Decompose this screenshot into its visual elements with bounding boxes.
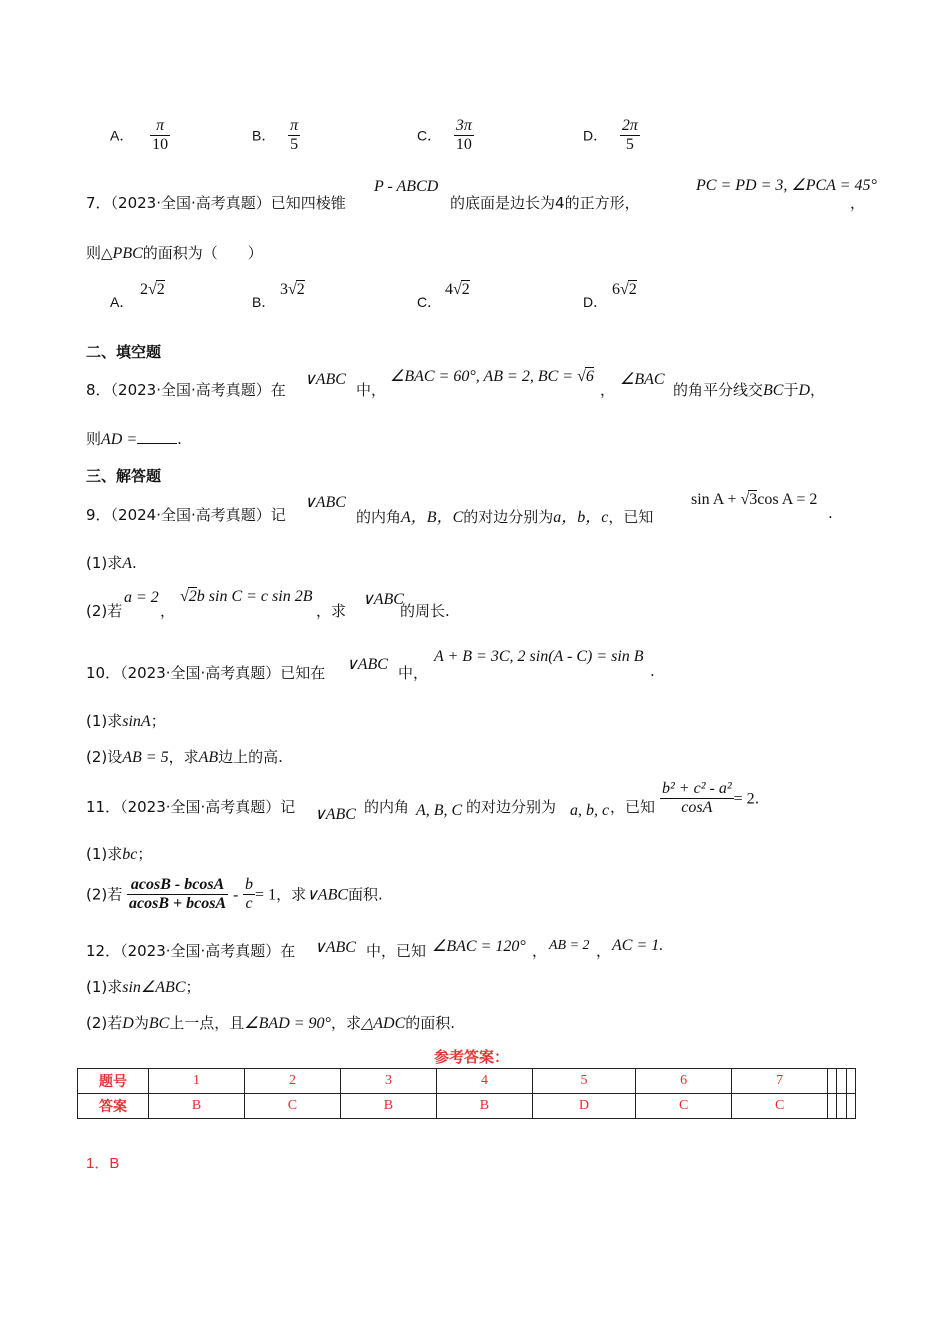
question-number: 7． — [86, 194, 111, 212]
part-1: (1)求sinA； — [86, 712, 166, 730]
table-row: 题号 1 2 3 4 5 6 7 — [78, 1069, 856, 1094]
question-number: 11． — [86, 798, 121, 816]
part-2: (2)设AB = 5，求AB边上的高. — [86, 748, 283, 766]
part-1: (1)求sin∠ABC； — [86, 978, 201, 996]
q6-option-c: C． $\frac{3\pi}{10}$ — [417, 117, 472, 154]
section-heading: 三、解答题 — [86, 467, 162, 485]
q6-option-a: A． $\frac{\pi}{10}$ — [110, 117, 169, 154]
part-2: (2)若D为BC上一点，且∠BAD = 90°，求△ADC的面积. — [86, 1014, 456, 1032]
q7-option-c: C． — [417, 294, 442, 310]
section-heading: 二、填空题 — [86, 343, 162, 361]
part-1: (1)求A. — [86, 554, 137, 572]
q7-option-d: D． — [583, 294, 608, 310]
fraction: $\frac{\pi}{10}$ — [152, 117, 169, 154]
question-number: 8． — [86, 381, 111, 399]
pyramid-name: P - ABCD — [374, 178, 439, 195]
question-number: 12． — [86, 942, 121, 960]
q6-option-d: D． $\frac{2\pi}{5}$ — [583, 117, 638, 154]
table-row: 答案 B C B B D C C — [78, 1094, 856, 1119]
question-number: 9． — [86, 506, 111, 524]
fraction: $\frac{2\pi}{5}$ — [621, 117, 638, 154]
fraction: $\frac{\pi}{5}$ — [290, 117, 299, 154]
q7-option-a: A． — [110, 294, 134, 310]
fraction: $\frac{b}{c}$ — [245, 876, 254, 913]
part-1: (1)求bc； — [86, 845, 153, 863]
part-2: (2)若 — [86, 602, 123, 620]
q7-option-b: B． — [252, 294, 276, 310]
part-2: (2)若 $\frac{acosB - bcosA}{acosB + bcosA}$ - $\frac{b}{c}$ = 1，求∨ABC面积. — [86, 876, 383, 913]
fraction: $\frac{\text{b² + c² - a²}}{\cos A}$ — [662, 780, 732, 817]
fraction: $\frac{3\pi}{10}$ — [455, 117, 472, 154]
solution-1: 1．B — [86, 1155, 120, 1172]
answer-blank — [137, 443, 177, 444]
q6-option-b: B． $\frac{\pi}{5}$ — [252, 117, 299, 154]
answer-table — [77, 1068, 856, 1119]
question-number: 10． — [86, 664, 121, 682]
fraction: $\frac{acosB - bcosA}{acosB + bcosA}$ — [129, 876, 227, 913]
answers-title: 参考答案： — [434, 1048, 510, 1066]
condition: PC = PD = 3, ∠PCA = 45° — [696, 177, 877, 194]
